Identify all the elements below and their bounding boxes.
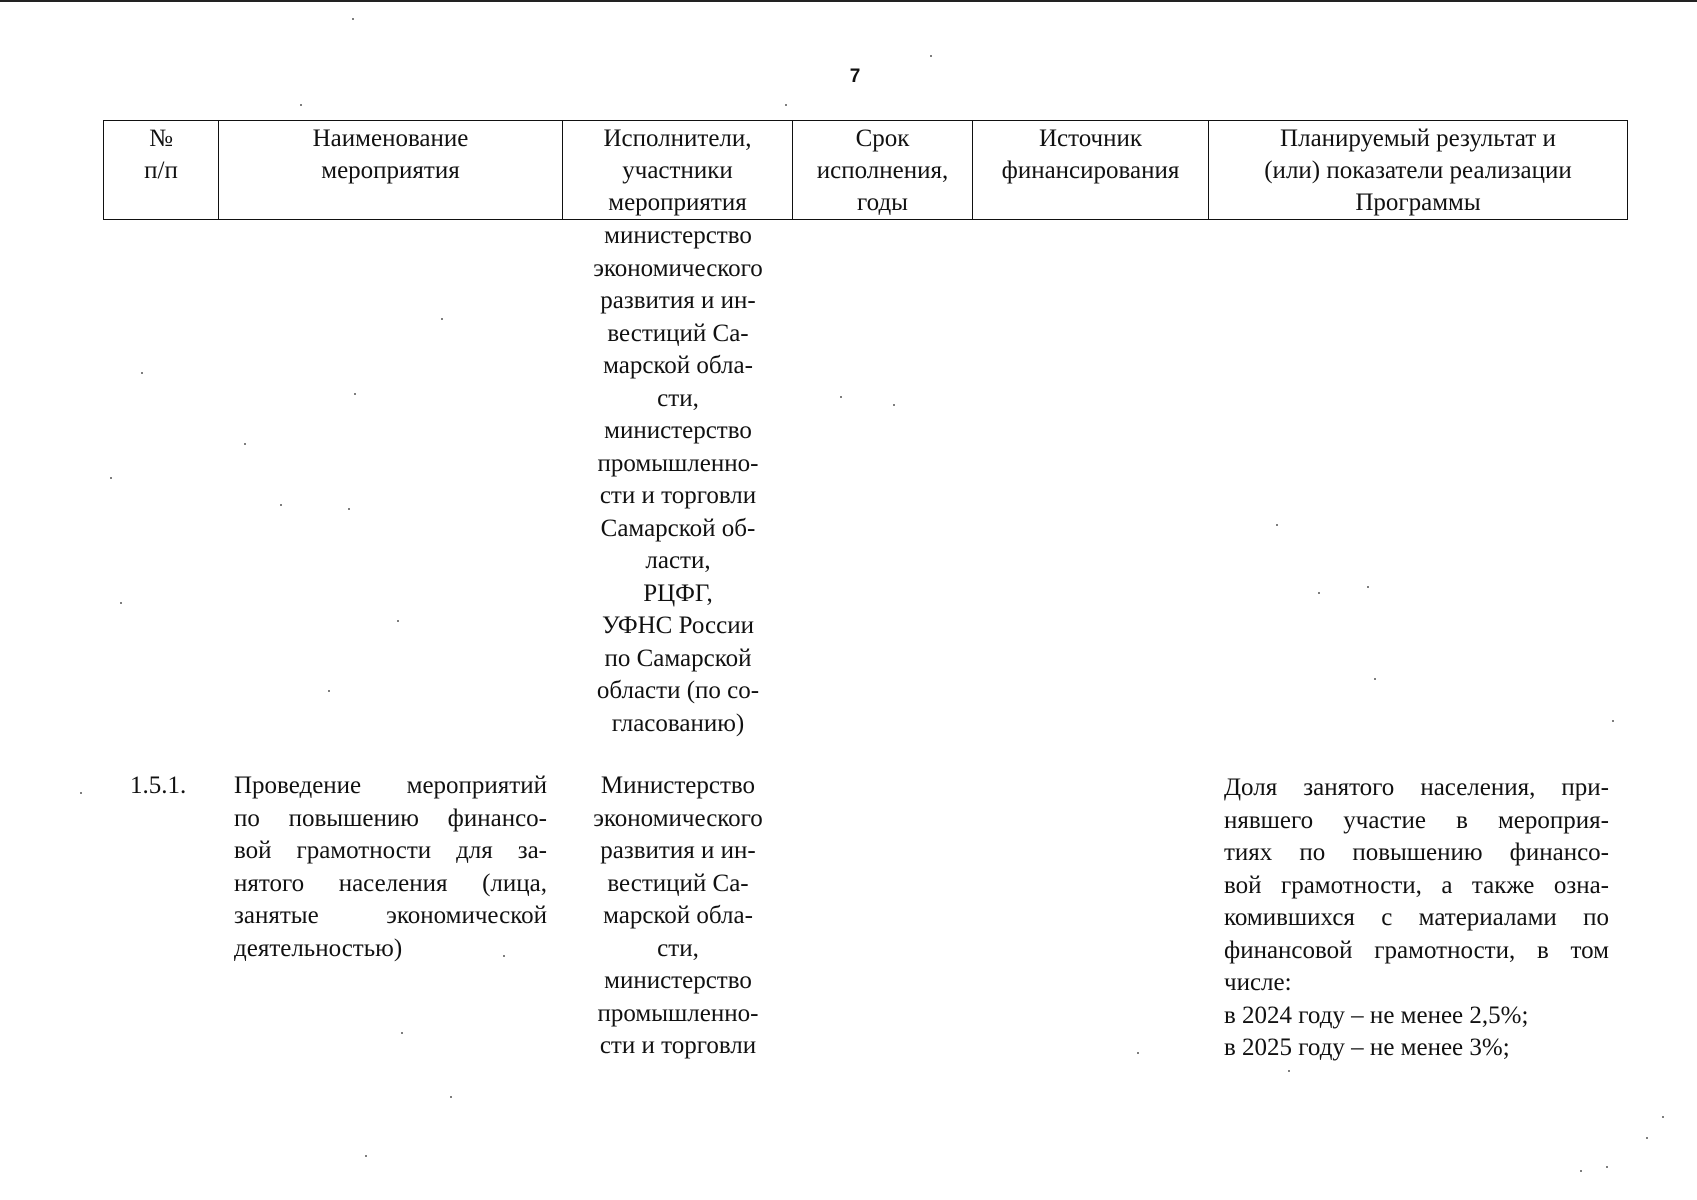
executors-line: сти, [657, 934, 699, 962]
header-term-line: исполнения, [816, 157, 949, 184]
executors-line: министерство [604, 417, 752, 444]
result-line: тиях по повышению финансо- [1224, 839, 1609, 866]
executors-line: министерство [604, 967, 752, 994]
header-funding-source [973, 121, 1209, 220]
result-line: вой грамотности, а также озна- [1224, 871, 1609, 899]
row-name-line: занятые экономической [234, 902, 547, 929]
header-planned-result-line: Программы [1355, 189, 1481, 216]
row-name-line: по повышению финансо- [234, 804, 547, 832]
header-executors [563, 121, 793, 220]
executors-line: УФНС России [602, 612, 754, 639]
continuation-executors-cell [563, 220, 793, 740]
executors-line: министерство [604, 222, 752, 249]
header-planned-result [1209, 121, 1628, 220]
row-number: 1.5.1. [130, 772, 187, 799]
executors-line: по Самарской [604, 644, 752, 672]
header-term [793, 121, 973, 220]
executors-line: области (по со- [596, 677, 760, 704]
page-number: 7 [849, 66, 861, 87]
header-funding-source-line: финансирования [1001, 157, 1180, 184]
row-name-line: вой грамотности для за- [234, 837, 547, 864]
executors-line: экономического [593, 254, 763, 282]
header-executors-line: Исполнители, [603, 125, 752, 152]
result-line: Доля занятого населения, при- [1224, 774, 1609, 801]
executors-line: марской обла- [603, 902, 753, 929]
header-number-line: № [149, 125, 173, 152]
header-executors-line: участники [622, 157, 733, 184]
header-funding-source-line: Источник [1038, 125, 1143, 152]
executors-line: экономического [593, 804, 763, 832]
executors-line: вестиций Са- [607, 319, 749, 347]
header-number-line: п/п [144, 157, 178, 184]
row-executors-cell [563, 770, 793, 1063]
header-name [219, 121, 563, 220]
header-executors-line: мероприятия [608, 189, 747, 216]
header-planned-result-line: (или) показатели реализации [1264, 157, 1572, 184]
top-border-line [0, 0, 1697, 2]
result-line: нявшего участие в мероприя- [1224, 806, 1609, 834]
row-result-cell [1224, 772, 1609, 1065]
executors-line: развития и ин- [600, 287, 756, 314]
header-name-line: мероприятия [321, 157, 460, 184]
executors-line: гласованию) [611, 709, 745, 737]
executors-line: сти и торговли [599, 1032, 757, 1059]
row-name-cell [234, 770, 547, 965]
table-header [103, 120, 1628, 220]
executors-line: марской обла- [603, 352, 753, 379]
header-name-line: Наименование [312, 125, 469, 152]
executors-line: Министерство [600, 772, 756, 799]
result-line: в 2025 году – не менее 3%; [1224, 1034, 1510, 1061]
header-number [104, 121, 219, 220]
result-line: финансовой грамотности, в том [1224, 936, 1609, 964]
executors-line: РЦФГ, [643, 579, 713, 607]
executors-line: промышленно- [597, 449, 759, 477]
row-name-line: нятого населения (лица, [234, 869, 547, 897]
header-planned-result-line: Планируемый результат и [1280, 125, 1556, 152]
executors-line: сти и торговли [599, 482, 757, 509]
executors-line: развития и ин- [600, 837, 756, 864]
executors-line: промышленно- [597, 999, 759, 1027]
executors-line: вестиций Са- [607, 869, 749, 897]
result-line: числе: [1224, 969, 1292, 996]
row-name-line: Проведение мероприятий [234, 772, 547, 799]
executors-line: ласти, [645, 547, 711, 574]
executors-line: Самарской об- [600, 514, 756, 542]
result-line: в 2024 году – не менее 2,5%; [1224, 1001, 1529, 1029]
executors-line: сти, [657, 384, 699, 412]
header-term-line: годы [857, 189, 908, 216]
header-term-line: Срок [855, 125, 910, 152]
result-line: комившихся с материалами по [1224, 904, 1609, 931]
row-name-line: деятельностью) [234, 934, 403, 962]
